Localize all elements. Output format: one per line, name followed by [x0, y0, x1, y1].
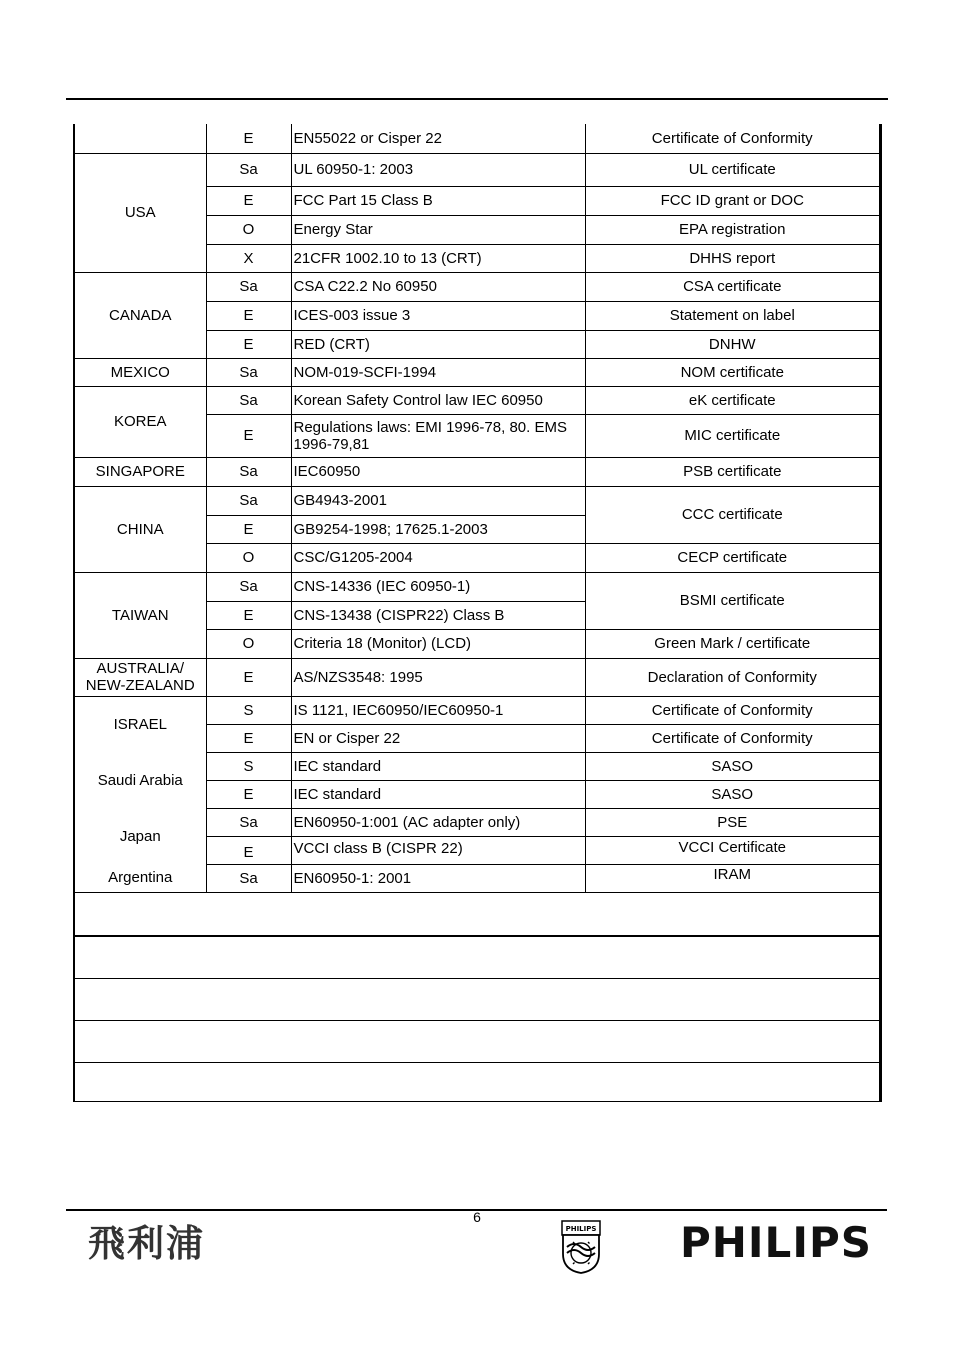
class-cell: O — [206, 629, 291, 658]
table-row — [75, 572, 879, 601]
certificate-cell: eK certificate — [585, 386, 879, 414]
standard-cell: CNS-13438 (CISPR22) Class B — [291, 601, 585, 629]
class-cell: Sa — [206, 864, 291, 892]
standard-cell: 21CFR 1002.10 to 13 (CRT) — [291, 244, 585, 272]
certificate-cell: MIC certificate — [585, 414, 879, 457]
standard-cell: Regulations laws: EMI 1996-78, 80. EMS 1996-79,81 — [291, 414, 585, 457]
standard-cell: AS/NZS3548: 1995 — [291, 658, 585, 696]
standard-cell: IEC standard — [291, 752, 585, 780]
country-cell: MEXICO — [75, 358, 206, 386]
standard-cell: EN60950-1: 2001 — [291, 864, 585, 892]
chinese-brand-logo: 飛利浦 — [88, 1222, 205, 1265]
country-cell: SINGAPORE — [75, 457, 206, 486]
certificate-cell: NOM certificate — [585, 358, 879, 386]
class-cell: E — [206, 186, 291, 215]
standard-cell: GB9254-1998; 17625.1-2003 — [291, 515, 585, 543]
certificate-cell: Statement on label — [585, 301, 879, 330]
standard-cell: FCC Part 15 Class B — [291, 186, 585, 215]
certificate-cell: SASO — [585, 752, 879, 780]
certificate-cell: IRAM — [585, 864, 879, 892]
table-row — [75, 696, 879, 724]
certificate-cell: Certificate of Conformity — [585, 724, 879, 752]
country-cell: AUSTRALIA/ NEW-ZEALAND — [75, 658, 206, 696]
blank-row — [75, 1021, 879, 1063]
certificate-cell: CECP certificate — [585, 543, 879, 572]
class-cell: S — [206, 696, 291, 724]
page-number: 6 — [473, 1209, 481, 1225]
class-cell: E — [206, 414, 291, 457]
blank-row — [75, 1063, 879, 1104]
standard-cell: EN or Cisper 22 — [291, 724, 585, 752]
header-rule — [66, 98, 888, 100]
country-cell: Saudi Arabia — [75, 752, 206, 808]
standard-cell: ICES-003 issue 3 — [291, 301, 585, 330]
country-cell: CANADA — [75, 272, 206, 358]
certificate-cell: PSE — [585, 808, 879, 836]
certificate-cell: FCC ID grant or DOC — [585, 186, 879, 215]
class-cell: E — [206, 836, 291, 864]
table-row — [75, 752, 879, 780]
standard-cell: EN55022 or Cisper 22 — [291, 124, 585, 153]
blank-rows — [75, 892, 879, 1104]
standard-cell: Criteria 18 (Monitor) (LCD) — [291, 629, 585, 658]
country-cell: CHINA — [75, 486, 206, 572]
certificate-cell: DHHS report — [585, 244, 879, 272]
philips-wordmark-logo: PHILIPS — [680, 1218, 872, 1267]
certificate-cell: CSA certificate — [585, 272, 879, 301]
standard-cell: IS 1121, IEC60950/IEC60950-1 — [291, 696, 585, 724]
class-cell: Sa — [206, 457, 291, 486]
standard-cell: CNS-14336 (IEC 60950-1) — [291, 572, 585, 601]
table-row — [75, 124, 879, 153]
certificate-cell: Certificate of Conformity — [585, 696, 879, 724]
standard-cell: IEC standard — [291, 780, 585, 808]
standard-cell: CSC/G1205-2004 — [291, 543, 585, 572]
blank-row — [75, 892, 879, 937]
certificate-cell: DNHW — [585, 330, 879, 358]
table-row — [75, 658, 879, 696]
table-row — [75, 272, 879, 301]
class-cell: Sa — [206, 386, 291, 414]
country-cell: KOREA — [75, 386, 206, 457]
certificate-cell: EPA registration — [585, 215, 879, 244]
class-cell: Sa — [206, 486, 291, 515]
certification-table-frame — [73, 124, 882, 1102]
class-cell: E — [206, 724, 291, 752]
class-cell: Sa — [206, 272, 291, 301]
blank-row — [75, 979, 879, 1021]
standard-cell: VCCI class B (CISPR 22) — [291, 836, 585, 864]
certification-table — [75, 124, 879, 893]
shield-logo-text: PHILIPS — [565, 1225, 597, 1233]
standard-cell: UL 60950-1: 2003 — [291, 153, 585, 186]
table-row — [75, 153, 879, 186]
class-cell: Sa — [206, 572, 291, 601]
standard-cell: RED (CRT) — [291, 330, 585, 358]
certificate-cell: Certificate of Conformity — [585, 124, 879, 153]
standard-cell: Energy Star — [291, 215, 585, 244]
standard-cell: EN60950-1:001 (AC adapter only) — [291, 808, 585, 836]
class-cell: E — [206, 330, 291, 358]
class-cell: E — [206, 124, 291, 153]
country-cell — [75, 124, 206, 153]
class-cell: X — [206, 244, 291, 272]
table-row — [75, 808, 879, 836]
country-cell: USA — [75, 153, 206, 272]
class-cell: Sa — [206, 358, 291, 386]
philips-shield-logo — [561, 1220, 601, 1274]
country-cell: TAIWAN — [75, 572, 206, 658]
class-cell: E — [206, 301, 291, 330]
standard-cell: Korean Safety Control law IEC 60950 — [291, 386, 585, 414]
standard-cell: GB4943-2001 — [291, 486, 585, 515]
class-cell: Sa — [206, 153, 291, 186]
standard-cell: IEC60950 — [291, 457, 585, 486]
certificate-cell: Green Mark / certificate — [585, 629, 879, 658]
table-row — [75, 457, 879, 486]
country-cell: ISRAEL — [75, 696, 206, 752]
certificate-cell: VCCI Certificate — [585, 836, 879, 864]
certificate-cell: CCC certificate — [585, 486, 879, 543]
certificate-cell: Declaration of Conformity — [585, 658, 879, 696]
class-cell: E — [206, 601, 291, 629]
table-row — [75, 358, 879, 386]
certificate-cell: BSMI certificate — [585, 572, 879, 629]
standard-cell: NOM-019-SCFI-1994 — [291, 358, 585, 386]
class-cell: E — [206, 780, 291, 808]
class-cell: E — [206, 515, 291, 543]
class-cell: Sa — [206, 808, 291, 836]
country-cell: Argentina — [75, 864, 206, 892]
class-cell: O — [206, 215, 291, 244]
class-cell: S — [206, 752, 291, 780]
country-cell: Japan — [75, 808, 206, 864]
table-row — [75, 486, 879, 515]
certificate-cell: UL certificate — [585, 153, 879, 186]
table-row — [75, 386, 879, 414]
class-cell: E — [206, 658, 291, 696]
blank-row — [75, 937, 879, 979]
standard-cell: CSA C22.2 No 60950 — [291, 272, 585, 301]
certificate-cell: PSB certificate — [585, 457, 879, 486]
table-row — [75, 864, 879, 892]
class-cell: O — [206, 543, 291, 572]
certificate-cell: SASO — [585, 780, 879, 808]
